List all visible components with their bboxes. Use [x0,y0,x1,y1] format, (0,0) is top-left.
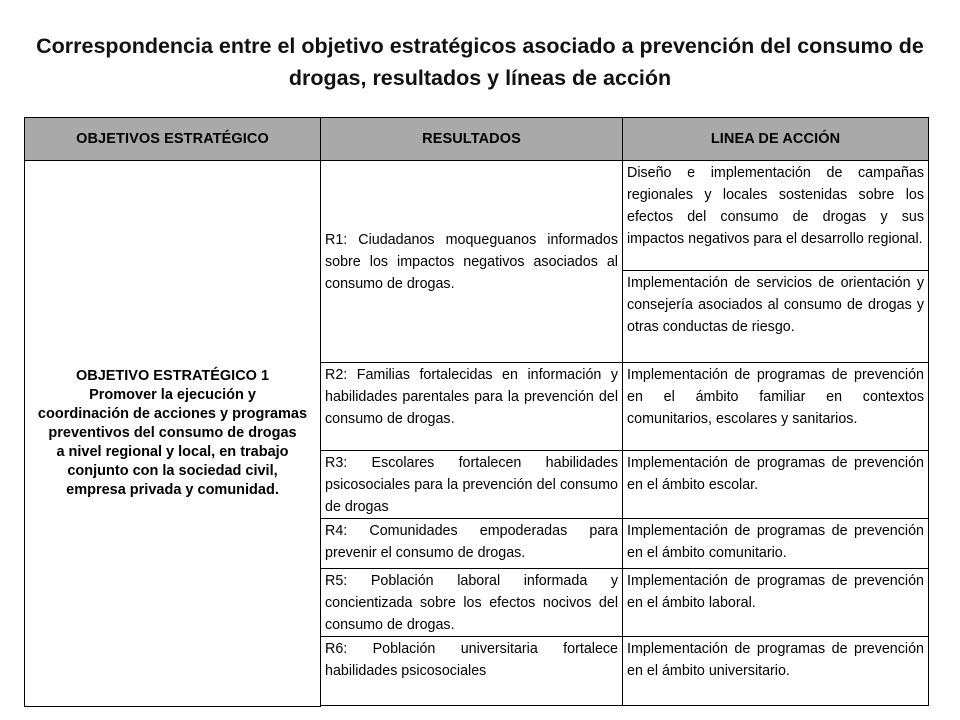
objective-line: coordinación de acciones y programas [37,406,308,422]
page-title: Correspondencia entre el objetivo estratégicos asociado a prevención del consumo de drogas, resultados y líneas de acción [36,34,924,90]
result-cell: R1: Ciudadanos moqueguanos informados sobre los impactos negativos asociados al consumo de drogas. [321,161,623,363]
action-cell: Implementación de programas de prevención en el ámbito comunitario. [623,519,929,569]
result-cell: R6: Población universitaria fortalece habilidades psicosociales [321,637,623,706]
strategy-table [24,117,929,707]
objective-line: preventivos del consumo de drogas [48,425,297,441]
action-cell: Implementación de programas de prevención en el ámbito laboral. [623,569,929,637]
objective-line: empresa privada y comunidad. [66,482,279,498]
action-cell: Diseño e implementación de campañas regionales y locales sostenidas sobre los efectos del consumo de drogas y sus impactos negativos para el desarrollo regional. [623,161,929,271]
action-cell: Implementación de programas de prevención en el ámbito universitario. [623,637,929,706]
result-cell: R2: Familias fortalecidas en información y habilidades parentales para la prevención del consumo de drogas. [321,363,623,451]
table-row [25,161,929,271]
header-action-lines: LINEA DE ACCIÓN [623,118,929,161]
objective-label: OBJETIVO ESTRATÉGICO 1 [75,368,270,384]
action-cell: Implementación de servicios de orientación y consejería asociados al consumo de drogas y otras conductas de riesgo. [623,271,929,363]
result-cell: R5: Población laboral informada y concientizada sobre los efectos nocivos del consumo de drogas. [321,569,623,637]
result-cell: R3: Escolares fortalecen habilidades psicosociales para la prevención del consumo de drogas [321,451,623,519]
result-cell: R4: Comunidades empoderadas para prevenir el consumo de drogas. [321,519,623,569]
header-row [25,118,929,161]
action-cell: Implementación de programas de prevención en el ámbito escolar. [623,451,929,519]
objective-line: Promover la ejecución y [89,387,256,403]
objective-line: conjunto con la sociedad civil, [67,463,278,479]
header-results: RESULTADOS [321,118,623,161]
header-objectives: OBJETIVOS ESTRATÉGICO [25,118,321,161]
action-cell: Implementación de programas de prevención en el ámbito familiar en contextos comunitarios, escolares y sanitarios. [623,363,929,451]
objective-cell [25,161,321,707]
objective-line: a nivel regional y local, en trabajo [56,444,289,460]
